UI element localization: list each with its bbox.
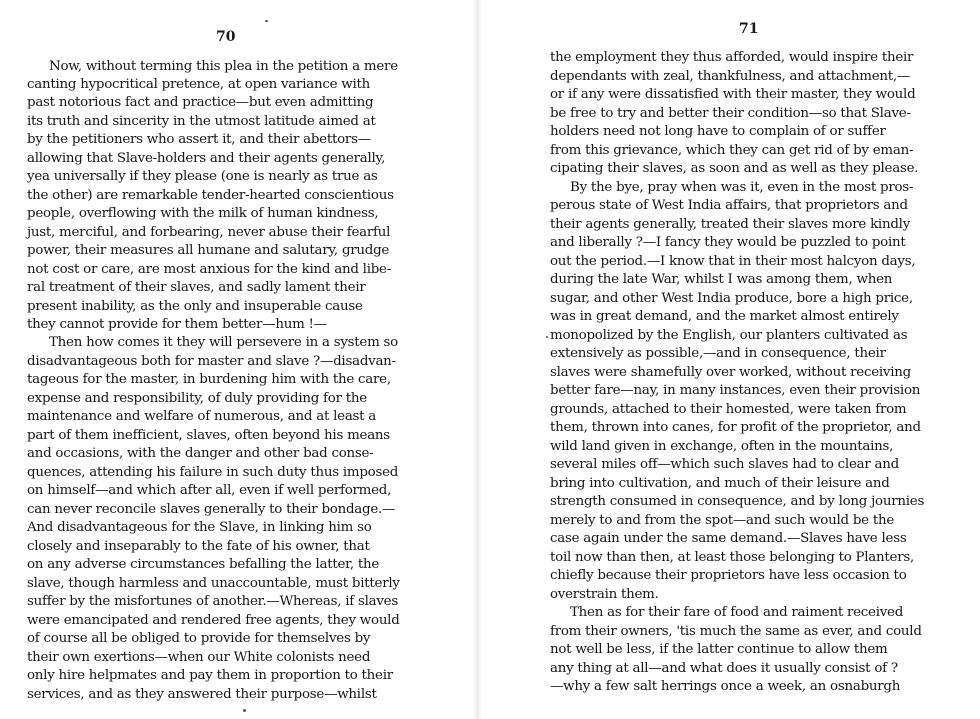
print-speck [265, 20, 268, 22]
text-line: quences, attending his failure in such duty thus imposed [27, 465, 399, 480]
text-line: —why a few salt herrings once a week, an osnaburgh [550, 679, 901, 694]
text-line: them, thrown into canes, for profit of the proprietor, and [550, 420, 921, 435]
text-line: expense and responsibility, of duly providing for the [27, 391, 367, 406]
text-line: suffer by the misfortunes of another.—Whereas, if slaves [27, 594, 398, 609]
text-line: toil now than then, at least those belonging to Planters, [550, 550, 915, 565]
text-line: extensively as possible,—and in consequence, their [550, 346, 886, 361]
text-line: By the bye, pray when was it, even in the most pros- [570, 180, 914, 195]
text-line: were emancipated and rendered free agents, they would [27, 613, 400, 628]
text-line: maintenance and welfare of numerous, and at least a [27, 409, 377, 424]
text-line: bring into cultivation, and much of their leisure and [550, 476, 890, 491]
text-line: canting hypocritical pretence, at open variance with [27, 77, 371, 92]
text-line: monopolized by the English, our planters cultivated as [550, 328, 908, 343]
text-line: wild land given in exchange, often in the mountains, [550, 439, 894, 454]
text-line: not cost or care, are most anxious for the kind and libe- [27, 262, 392, 277]
text-line: from this grievance, which they can get rid of by eman- [550, 143, 914, 158]
text-line: part of them inefficient, slaves, often beyond his means [27, 428, 390, 443]
text-line: people, overflowing with the milk of human kindness, [27, 206, 379, 221]
text-line: tageous for the master, in burdening him with the care, [27, 372, 391, 387]
text-line: just, merciful, and forbearing, never abuse their fearful [27, 225, 391, 240]
page-number: 71 [739, 21, 759, 37]
text-line: ral treatment of their slaves, and sadly lament their [27, 280, 366, 295]
text-line: slaves were shamefully over worked, without receiving [550, 365, 911, 380]
text-line: the employment they thus afforded, would inspire their [550, 50, 914, 65]
text-line: present inability, as the only and insuperable cause [27, 299, 363, 314]
text-line: disadvantageous both for master and slave ?—disadvan- [27, 354, 396, 369]
text-line: better fare—nay, in many instances, even their provision [550, 383, 921, 398]
text-line: perous state of West India affairs, that proprietors and [550, 198, 908, 213]
text-line: closely and inseparably to the fate of his owner, that [27, 539, 370, 554]
text-line: its truth and sincerity in the utmost latitude aimed at [27, 114, 376, 129]
text-line: can never reconcile slaves generally to their bondage.— [27, 502, 396, 517]
text-line: and occasions, with the danger and other bad conse- [27, 446, 374, 461]
text-line: case again under the same demand.—Slaves have less [550, 531, 907, 546]
page-number: 70 [216, 29, 236, 45]
print-speck [243, 709, 246, 712]
text-line: Then as for their fare of food and raiment received [570, 605, 904, 620]
text-line: Now, without terming this plea in the petition a mere [49, 59, 398, 74]
text-line: during the late War, whilst I was among them, when [550, 272, 893, 287]
text-line: cipating their slaves, as soon and as well as they please. [550, 161, 919, 176]
text-line: on himself—and which after all, even if well performed, [27, 483, 392, 498]
text-line: any thing at all—and what does it usually consist of ? [550, 661, 898, 676]
text-line: was in great demand, and the market almost entirely [550, 309, 899, 324]
text-line: of course all be obliged to provide for themselves by [27, 631, 371, 646]
text-line: power, their measures all humane and salutary, grudge [27, 243, 390, 258]
text-line: allowing that Slave-holders and their agents generally, [27, 151, 386, 166]
text-line: they cannot provide for them better—hum !— [27, 317, 327, 332]
text-line: several miles off—which such slaves had to clear and [550, 457, 899, 472]
text-line: overstrain them. [550, 587, 659, 602]
text-line: dependants with zeal, thankfulness, and attachment,— [550, 69, 911, 84]
print-speck [546, 336, 548, 338]
text-line: their agents generally, treated their slaves more kindly [550, 217, 911, 232]
right-page [490, 0, 980, 719]
text-line: chiefly because their proprietors have less occasion to [550, 568, 907, 583]
text-line: or if any were dissatisfied with their master, they would [550, 87, 916, 102]
text-line: not well be less, if the latter continue to allow them [550, 642, 888, 657]
text-line: out the period.—I know that in their most halcyon days, [550, 254, 916, 269]
text-line: Then how comes it they will persevere in a system so [49, 335, 398, 350]
text-line: from their owners, 'tis much the same as ever, and could [550, 624, 922, 639]
text-line: services, and as they answered their purpose—whilst [27, 687, 377, 702]
text-line: strength consumed in consequence, and by long journies [550, 494, 925, 509]
text-line: And disadvantageous for the Slave, in linking him so [27, 520, 372, 535]
text-line: only hire helpmates and pay them in proportion to their [27, 668, 393, 683]
text-line: on any adverse circumstances befalling the latter, the [27, 557, 380, 572]
text-line: holders need not long have to complain of or suffer [550, 124, 886, 139]
text-line: past notorious fact and practice—but even admitting [27, 95, 374, 110]
text-line: merely to and from the spot—and such would be the [550, 513, 895, 528]
text-line: sugar, and other West India produce, bore a high price, [550, 291, 913, 306]
text-line: be free to try and better their condition—so that Slave- [550, 106, 911, 121]
left-page [0, 0, 480, 719]
text-line: and liberally ?—I fancy they would be puzzled to point [550, 235, 906, 250]
text-line: yea universally if they please (one is nearly as true as [27, 169, 378, 184]
text-line: their own exertions—when our White colonists need [27, 650, 371, 665]
text-line: slave, though harmless and unaccountable, must bitterly [27, 576, 400, 591]
text-line: grounds, attached to their homested, were taken from [550, 402, 907, 417]
text-line: the other) are remarkable tender-hearted conscientious [27, 188, 394, 203]
text-line: by the petitioners who assert it, and their abettors— [27, 132, 371, 147]
